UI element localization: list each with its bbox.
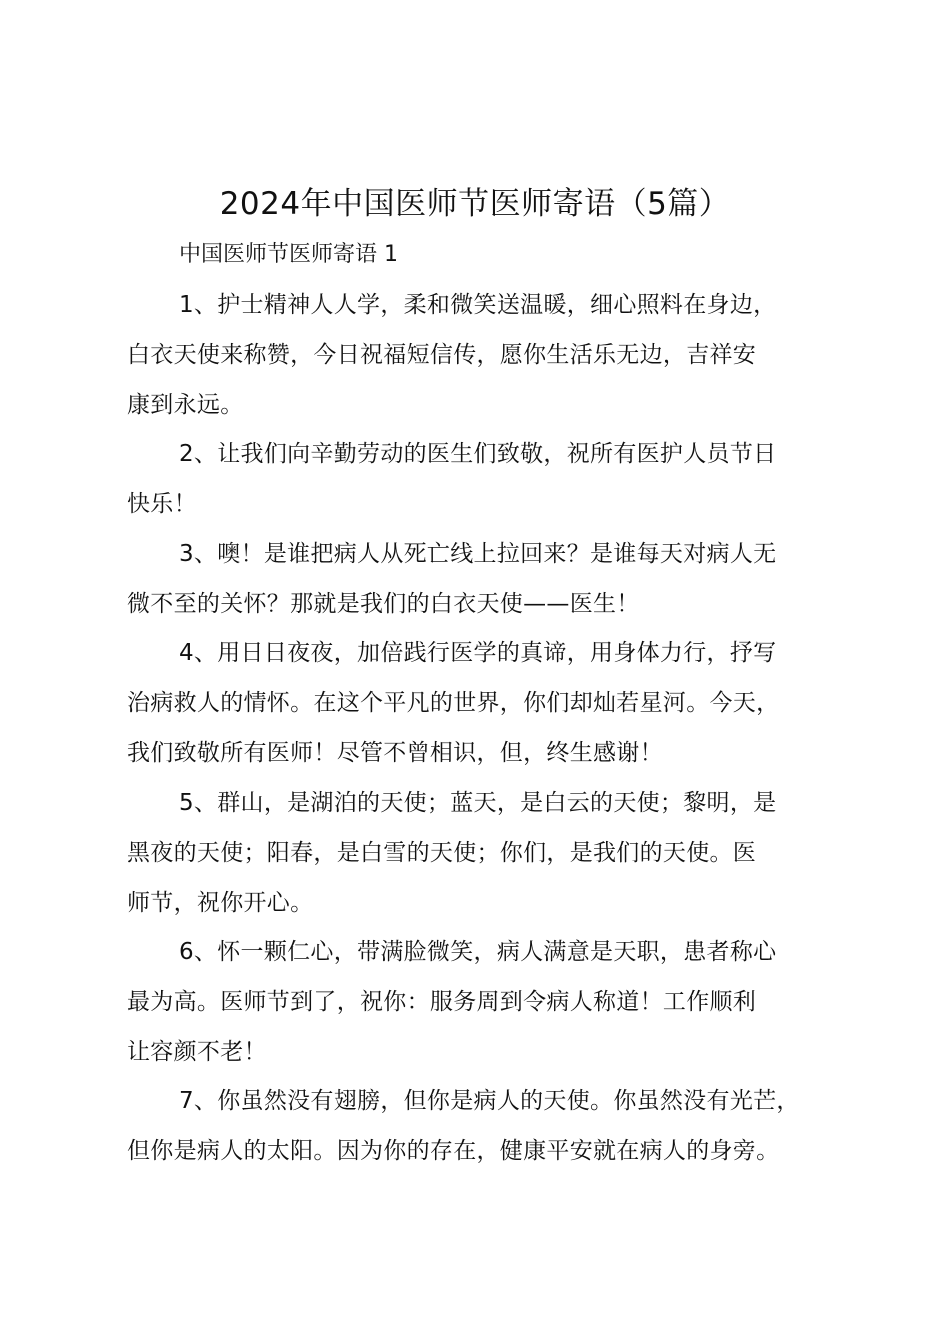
paragraph-2 [127,429,867,529]
paragraph-line: 师节，祝你开心。 [127,890,314,916]
paragraph-line: 治病救人的情怀。在这个平凡的世界，你们却灿若星河。今天， [127,690,780,716]
paragraph-line: 3、噢！是谁把病人从死亡线上拉回来？是谁每天对病人无 [179,541,777,567]
paragraph-5 [127,778,867,928]
paragraph-3 [127,529,867,629]
paragraph-line: 康到永远。 [127,392,244,418]
paragraph-6 [127,927,867,1077]
paragraph-line: 黑夜的天使；阳春，是白雪的天使；你们，是我们的天使。医 [127,840,757,866]
paragraph-line: 7、你虽然没有翅膀，但你是病人的天使。你虽然没有光芒， [179,1088,800,1114]
paragraph-line: 快乐！ [127,491,197,517]
paragraph-7 [127,1076,867,1176]
paragraph-line: 1、护士精神人人学，柔和微笑送温暖，细心照料在身边， [179,292,777,318]
paragraph-line: 4、用日日夜夜，加倍践行医学的真谛，用身体力行，抒写 [179,640,777,666]
paragraph-line: 白衣天使来称赞，今日祝福短信传，愿你生活乐无边，吉祥安 [127,342,757,368]
paragraph-line: 最为高。医师节到了，祝你：服务周到令病人称道！工作顺利 [127,989,757,1015]
section-heading: 中国医师节医师寄语 1 [179,242,398,267]
paragraph-line: 但你是病人的太阳。因为你的存在，健康平安就在病人的身旁。 [127,1138,780,1164]
paragraph-line: 微不至的关怀？那就是我们的白衣天使——医生！ [127,591,640,617]
paragraph-1 [127,280,867,430]
paragraph-line: 让容颜不老！ [127,1039,267,1065]
paragraph-line: 2、让我们向辛勤劳动的医生们致敬，祝所有医护人员节日 [179,441,777,467]
paragraph-4 [127,628,867,778]
paragraph-line: 5、群山，是湖泊的天使；蓝天，是白云的天使；黎明，是 [179,790,777,816]
paragraph-line: 我们致敬所有医师！尽管不曾相识，但，终生感谢！ [127,740,663,766]
page-title: 2024年中国医师节医师寄语（5篇） [219,186,731,222]
paragraph-line: 6、怀一颗仁心，带满脸微笑，病人满意是天职，患者称心 [179,939,777,965]
